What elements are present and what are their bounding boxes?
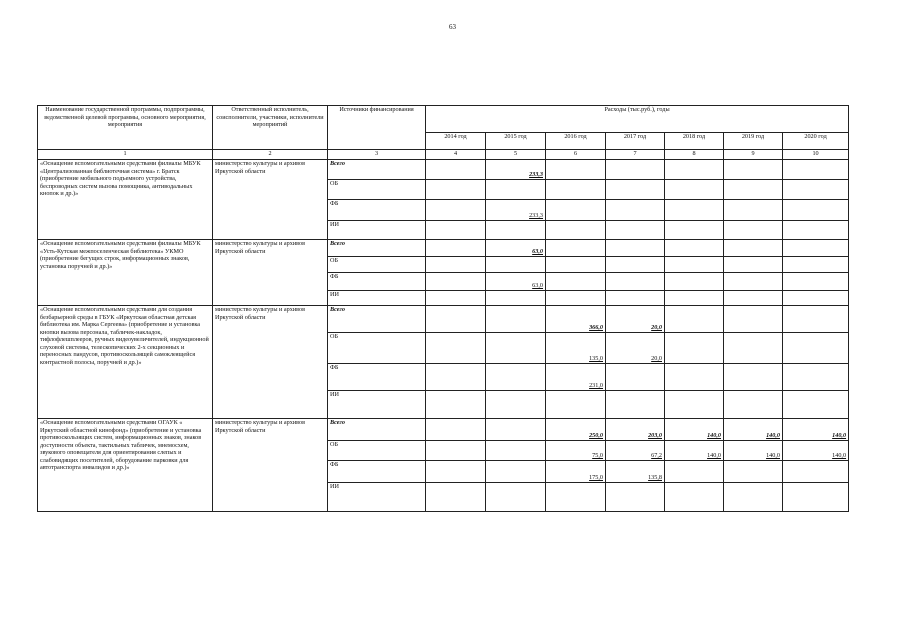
expense-value [546, 160, 606, 180]
expense-value: 233,3 [486, 160, 546, 180]
funding-source: Всего [328, 419, 426, 441]
column-number: 8 [665, 150, 724, 160]
column-number: 4 [426, 150, 486, 160]
expense-value [426, 441, 486, 461]
column-number: 3 [328, 150, 426, 160]
expense-value [486, 180, 546, 200]
measure-responsible: министерство культуры и архивов Иркутской области [213, 160, 328, 240]
header-source: Источники финансирования [328, 106, 426, 150]
header-year: 2016 год [546, 133, 606, 150]
expense-value: 63,0 [486, 240, 546, 257]
funding-source: ОБ [328, 257, 426, 273]
column-number: 6 [546, 150, 606, 160]
expense-value: 366,0 [546, 306, 606, 333]
funding-source: ИИ [328, 483, 426, 512]
header-year: 2020 год [783, 133, 849, 150]
column-number: 5 [486, 150, 546, 160]
expense-value [486, 483, 546, 512]
expense-value [426, 273, 486, 291]
expense-value [486, 221, 546, 240]
expense-value [606, 364, 665, 391]
expense-value: 140,0 [724, 419, 783, 441]
expense-value [724, 180, 783, 200]
expense-value [546, 391, 606, 419]
expense-value [665, 306, 724, 333]
expense-value [665, 160, 724, 180]
expense-value [606, 391, 665, 419]
expense-value [724, 273, 783, 291]
column-number: 1 [38, 150, 213, 160]
expense-value [783, 461, 849, 483]
expense-value [724, 200, 783, 221]
expense-value [426, 221, 486, 240]
header-year: 2015 год [486, 133, 546, 150]
funding-source: ИИ [328, 291, 426, 306]
expense-value [783, 483, 849, 512]
expense-value [606, 200, 665, 221]
expense-value [486, 257, 546, 273]
expense-value [724, 483, 783, 512]
header-year: 2017 год [606, 133, 665, 150]
expense-value [665, 391, 724, 419]
expense-value [665, 483, 724, 512]
expense-value [606, 221, 665, 240]
expense-value [665, 257, 724, 273]
expense-value [426, 200, 486, 221]
expense-value [724, 306, 783, 333]
expense-value [426, 291, 486, 306]
expense-value [486, 333, 546, 364]
measure-responsible: министерство культуры и архивов Иркутской области [213, 240, 328, 306]
expenses-table [37, 105, 849, 512]
funding-source: ИИ [328, 221, 426, 240]
funding-source: ИИ [328, 391, 426, 419]
expense-value: 75,0 [546, 441, 606, 461]
expense-value [426, 160, 486, 180]
expense-value [783, 364, 849, 391]
expense-value [606, 291, 665, 306]
expense-value: 63,0 [486, 273, 546, 291]
funding-source: Всего [328, 160, 426, 180]
measure-responsible: министерство культуры и архивов Иркутской области [213, 306, 328, 419]
expense-value: 231,0 [546, 364, 606, 391]
expense-value [783, 306, 849, 333]
page-number: 63 [449, 23, 456, 31]
expense-value [783, 160, 849, 180]
expense-value [606, 180, 665, 200]
table-row [38, 240, 849, 257]
expense-value [783, 200, 849, 221]
expense-value [724, 257, 783, 273]
funding-source: ФБ [328, 364, 426, 391]
expense-value: 175,0 [546, 461, 606, 483]
expense-value [783, 391, 849, 419]
expense-value [724, 461, 783, 483]
column-number: 9 [724, 150, 783, 160]
expense-value [546, 291, 606, 306]
expense-value: 140,0 [665, 441, 724, 461]
header-name: Наименование государственной программы, подпрограммы, ведомственной целевой программы, основного мероприятия, мероприятия [38, 106, 213, 150]
expense-value [426, 483, 486, 512]
expense-value [486, 291, 546, 306]
expense-value [724, 160, 783, 180]
expense-value [665, 333, 724, 364]
expense-value [486, 419, 546, 441]
expense-value: 140,0 [724, 441, 783, 461]
expense-value [546, 221, 606, 240]
expense-value [665, 364, 724, 391]
header-responsible: Ответственный исполнитель, соисполнители, участники, исполнители мероприятий [213, 106, 328, 150]
expense-value [546, 200, 606, 221]
expense-value [546, 273, 606, 291]
measure-name: «Оснащение вспомогательными средствами ОГАУК « Иркутский областной кинофонд» (приобретение и установка противоскользящих систем, информационных знаков, знаков доступности объекта, тактильных табличек, мнемосхем, звукового оповещателя для ориентирования слепых и слабовидящих посетителей, оборудование парковки для автотранспорта инвалидов и др.)» [38, 419, 213, 512]
expense-value [724, 391, 783, 419]
table-row [38, 160, 849, 180]
header-year: 2019 год [724, 133, 783, 150]
expense-value [426, 257, 486, 273]
funding-source: Всего [328, 240, 426, 257]
expense-value [426, 180, 486, 200]
measure-name: «Оснащение вспомогательными средствами филиалы МБУК «Централизованная библиотечная система» г. Братск (приобретение мобильного подъемного устройства, беспроводных систем вызова помощника, антиводальных кнопок и др.)» [38, 160, 213, 240]
header-expenses: Расходы (тыс.руб.), годы [426, 106, 849, 133]
expense-value [426, 306, 486, 333]
expense-value [606, 160, 665, 180]
expense-value [426, 364, 486, 391]
expense-value [724, 240, 783, 257]
expense-value [665, 273, 724, 291]
expense-value [606, 240, 665, 257]
expense-value [665, 461, 724, 483]
expense-value [783, 180, 849, 200]
expense-value [426, 419, 486, 441]
expense-value [546, 240, 606, 257]
funding-source: Всего [328, 306, 426, 333]
expense-value [606, 273, 665, 291]
expense-value [783, 273, 849, 291]
header-year: 2018 год [665, 133, 724, 150]
expense-value: 135,8 [606, 461, 665, 483]
expense-value: 135,0 [546, 333, 606, 364]
funding-source: ФБ [328, 273, 426, 291]
table-row [38, 419, 849, 441]
expense-value: 140,0 [783, 441, 849, 461]
expense-value [783, 333, 849, 364]
expense-value [486, 461, 546, 483]
expense-value [426, 333, 486, 364]
expense-value [426, 240, 486, 257]
expense-value [783, 257, 849, 273]
expense-value [724, 221, 783, 240]
expense-value [665, 180, 724, 200]
expense-value: 20,0 [606, 306, 665, 333]
expense-value [606, 483, 665, 512]
expense-value: 140,0 [783, 419, 849, 441]
expense-value [783, 291, 849, 306]
expense-value [665, 200, 724, 221]
expense-value [546, 483, 606, 512]
expense-value [546, 180, 606, 200]
expense-value [724, 364, 783, 391]
expense-value: 67,2 [606, 441, 665, 461]
expense-value [783, 240, 849, 257]
measure-responsible: министерство культуры и архивов Иркутской области [213, 419, 328, 512]
funding-source: ОБ [328, 180, 426, 200]
expense-value [724, 291, 783, 306]
expense-value: 203,0 [606, 419, 665, 441]
funding-source: ОБ [328, 333, 426, 364]
expense-value [783, 221, 849, 240]
expense-value [486, 441, 546, 461]
expense-value [486, 391, 546, 419]
funding-source: ОБ [328, 441, 426, 461]
expense-value [665, 291, 724, 306]
expense-value [665, 240, 724, 257]
expense-value [426, 461, 486, 483]
expense-value: 233,3 [486, 200, 546, 221]
expense-value [546, 257, 606, 273]
expense-value [606, 257, 665, 273]
measure-name: «Оснащение вспомогательными средствами для создания безбарьерной среды в ГБУК «Иркутская областная детская библиотека им. Марка Сергеева» (приобретение и установка кнопки вызова персонала, табличек-накладок, тифлофлешплееров, ручных видеоувеличителей, индукционной слуховой системы, телескопических 2-х секционных и переносных пандусов, противоскользящей самоклеящейся контрастной полосы, поручней и др.)» [38, 306, 213, 419]
column-number: 10 [783, 150, 849, 160]
expense-value [486, 364, 546, 391]
expense-value [426, 391, 486, 419]
expense-value [724, 333, 783, 364]
column-number: 2 [213, 150, 328, 160]
column-number: 7 [606, 150, 665, 160]
funding-source: ФБ [328, 200, 426, 221]
expense-value: 250,0 [546, 419, 606, 441]
header-year: 2014 год [426, 133, 486, 150]
expense-value [486, 306, 546, 333]
funding-source: ФБ [328, 461, 426, 483]
expense-value [665, 221, 724, 240]
expense-value: 20,0 [606, 333, 665, 364]
expense-value: 140,0 [665, 419, 724, 441]
measure-name: «Оснащение вспомогательными средствами филиалы МБУК «Усть-Кутская межпоселенческая библиотека» УКМО (приобретение бегущих строк, информационных знаков, установка поручней и др.)» [38, 240, 213, 306]
table-row [38, 306, 849, 333]
